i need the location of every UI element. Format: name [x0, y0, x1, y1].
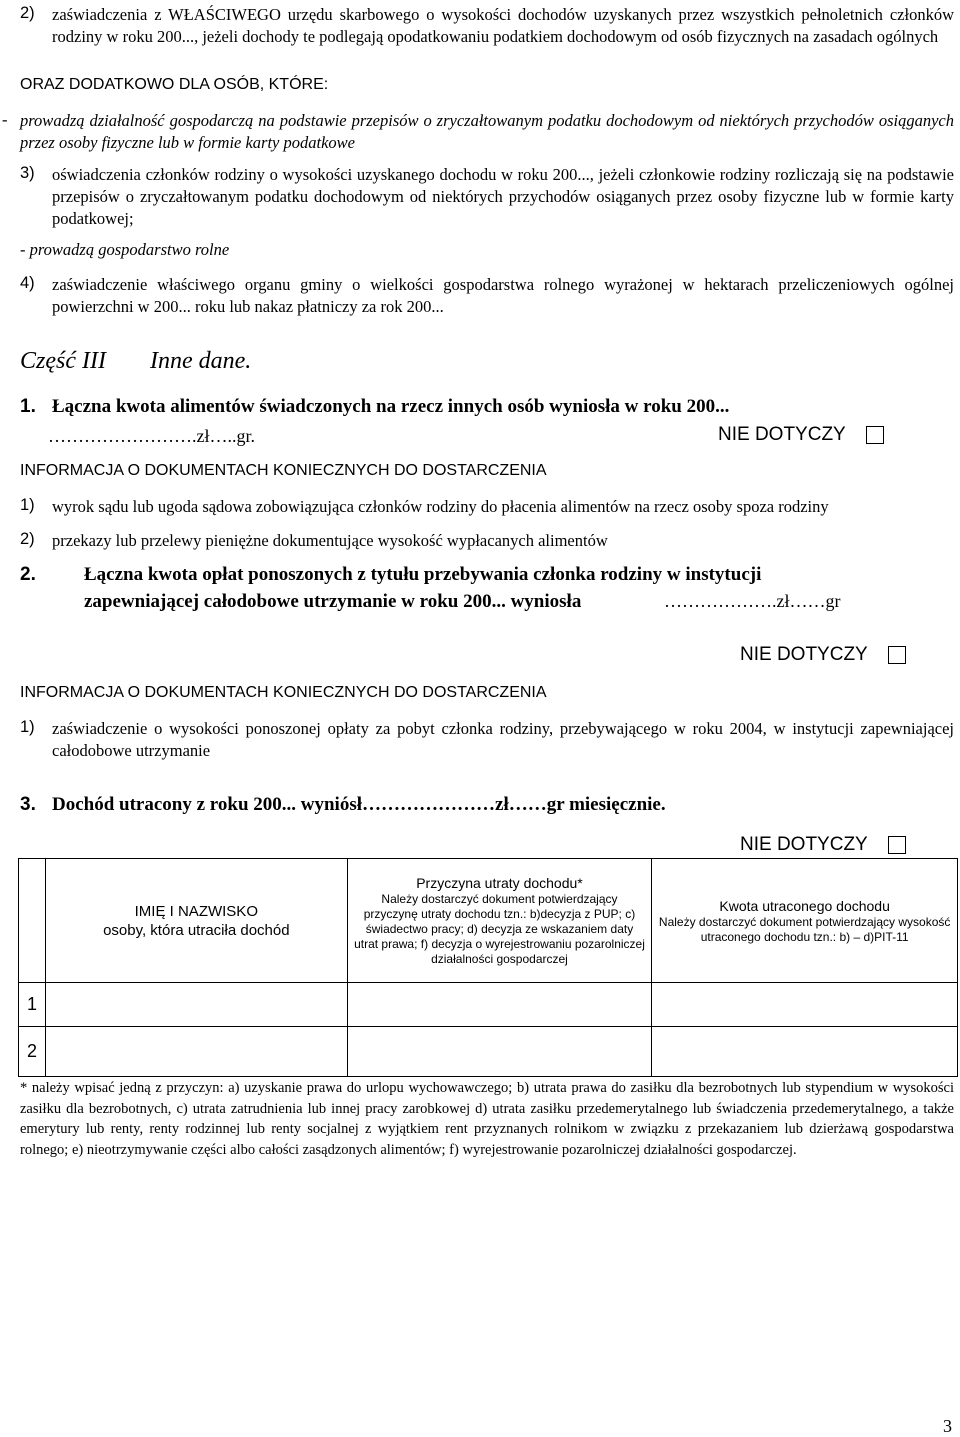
item-2-number: 2) [20, 4, 35, 22]
nie-dotyczy-label: NIE DOTYCZY [740, 834, 868, 855]
part-3-label: Część III [20, 348, 106, 374]
bullet-1-text: prowadzą działalność gospodarczą na podstawie przepisów o zryczałtowanym podatku dochodowym od niektórych przychodów osiąganych przez osoby fizyczne lub w formie karty podatkowe [20, 111, 954, 152]
sec-1-heading: Łączna kwota alimentów świadczonych na rzecz innych osób wyniosła w roku 200... [52, 396, 730, 417]
row-name-cell[interactable] [45, 1027, 347, 1077]
table-header-name [45, 859, 347, 983]
header-amount-note: Należy dostarczyć dokument potwierdzający wysokość utraconego dochodu tzn.: b) – d)PIT-11 [658, 914, 951, 944]
sec-1-nie-dotyczy[interactable] [718, 424, 884, 446]
row-number: 2 [19, 1027, 46, 1077]
table-row [19, 1027, 958, 1077]
sec-1-doc-1-text: wyrok sądu lub ugoda sądowa zobowiązująca członków rodziny do płacenia alimentów na rzecz osoby spoza rodziny [52, 497, 829, 516]
item-4-text: zaświadczenie właściwego organu gminy o wielkości gospodarstwa rolnego wyrażonej w hektarach przeliczeniowych ogólnej powierzchni w 200... roku lub nakaz płatniczy za rok 200... [52, 275, 954, 316]
sec-1-amount[interactable]: …………………….zł…..gr. [48, 426, 255, 446]
row-reason-cell[interactable] [347, 983, 652, 1027]
checkbox-icon[interactable] [888, 836, 906, 854]
page-number: 3 [943, 1416, 952, 1436]
row-amount-cell[interactable] [652, 983, 958, 1027]
item-2-text: zaświadczenia z WŁAŚCIWEGO urzędu skarbowego o wysokości dochodów uzyskanych przez wszystkich pełnoletnich członków rodziny w roku 200..., jeżeli dochody te podlegają opodatkowaniu podatkiem dochodowym od osób fizycznych na zasadach ogólnych [52, 5, 954, 46]
sec-3-nie-dotyczy[interactable] [740, 834, 906, 856]
sec-2-heading-line-1: Łączna kwota opłat ponoszonych z tytułu przebywania członka rodziny w instytucji [84, 564, 762, 585]
row-number: 1 [19, 983, 46, 1027]
oraz-heading: ORAZ DODATKOWO DLA OSÓB, KTÓRE: [20, 76, 329, 93]
row-amount-cell[interactable] [652, 1027, 958, 1077]
item-4-number: 4) [20, 274, 35, 292]
sec-2-nie-dotyczy[interactable] [740, 644, 906, 666]
sec-2-doc-1-text: zaświadczenie o wysokości ponoszonej opłaty za pobyt członka rodziny, przebywającego w roku 2004, w instytucji zapewniającej całodobowe utrzymanie [52, 719, 954, 760]
sec-2-number: 2. [20, 564, 36, 585]
checkbox-icon[interactable] [888, 646, 906, 664]
header-reason-title: Przyczyna utraty dochodu* [416, 875, 583, 891]
nie-dotyczy-label: NIE DOTYCZY [718, 424, 846, 445]
bullet-2-text: - prowadzą gospodarstwo rolne [20, 240, 230, 259]
sec-1-number: 1. [20, 396, 36, 417]
header-amount-title: Kwota utraconego dochodu [719, 897, 890, 914]
sec-1-doc-2-text: przekazy lub przelewy pieniężne dokumentujące wysokość wypłacanych alimentów [52, 531, 608, 550]
lost-income-table [18, 858, 958, 1077]
row-name-cell[interactable] [45, 983, 347, 1027]
part-3-title: Inne dane. [150, 348, 252, 374]
sec-3-heading: Dochód utracony z roku 200... wyniósł…………………zł……gr miesięcznie. [52, 794, 666, 815]
row-reason-cell[interactable] [347, 1027, 652, 1077]
sec-2-amount[interactable]: ……………….zł……gr [664, 591, 841, 611]
sec-1-doc-2-number: 2) [20, 530, 35, 548]
sec-3-number: 3. [20, 794, 36, 815]
table-header-amount [652, 859, 958, 983]
nie-dotyczy-label: NIE DOTYCZY [740, 644, 868, 665]
sec-2-info-heading: INFORMACJA O DOKUMENTACH KONIECZNYCH DO DOSTARCZENIA [20, 684, 547, 701]
sec-2-doc-1-number: 1) [20, 718, 35, 736]
table-header-number [19, 859, 46, 983]
header-reason-note: Należy dostarczyć dokument potwierdzający przyczynę utraty dochodu tzn.: b)decyzja z PUP; c) świadectwo pracy; d) decyzja ze wskazaniem daty utrat prawa; f) decyzja o wyrejestrowaniu pozarolniczej działalności gospodarczej [354, 892, 645, 966]
bullet-dash: - [2, 110, 8, 129]
sec-1-info-heading: INFORMACJA O DOKUMENTACH KONIECZNYCH DO DOSTARCZENIA [20, 462, 547, 479]
table-row [19, 983, 958, 1027]
footnote: * należy wpisać jedną z przyczyn: a) uzyskanie prawa do urlopu wychowawczego; b) utrata prawa do zasiłku dla bezrobotnych lub stypendium w wysokości zasiłku dla bezrobotnych, c) utrata zatrudnienia lub innej pracy zarobkowej d) utrata zasiłku przedemerytalnego lub świadczenia przedemerytalnego, a także emerytury lub renty, renty rodzinnej lub renty socjalnej z wyjątkiem rent przyznanych rolnikom w związku z przekazaniem lub dzierżawą gospodarstwa rolnego; e) nieotrzymywanie części albo całości zasądzonych alimentów; f) wyrejestrowanie pozarolniczej działalności gospodarczej. [20, 1080, 954, 1158]
item-3-text: oświadczenia członków rodziny o wysokości uzyskanego dochodu w roku 200..., jeżeli członkowie rodziny rozliczają się na podstawie przepisów o zryczałtowanym podatku dochodowym od niektórych przychodów osiąganych przez osoby fizyczne lub w formie karty podatkowej; [52, 165, 954, 228]
header-name-title: IMIĘ I NAZWISKO [134, 902, 258, 920]
sec-1-doc-1-number: 1) [20, 496, 35, 514]
table-header-row [19, 859, 958, 983]
checkbox-icon[interactable] [866, 426, 884, 444]
header-name-subtitle: osoby, która utraciła dochód [103, 921, 290, 939]
sec-2-heading-line-2: zapewniającej całodobowe utrzymanie w roku 200... wyniosła [84, 591, 582, 612]
item-3-number: 3) [20, 164, 35, 182]
table-header-reason [347, 859, 652, 983]
